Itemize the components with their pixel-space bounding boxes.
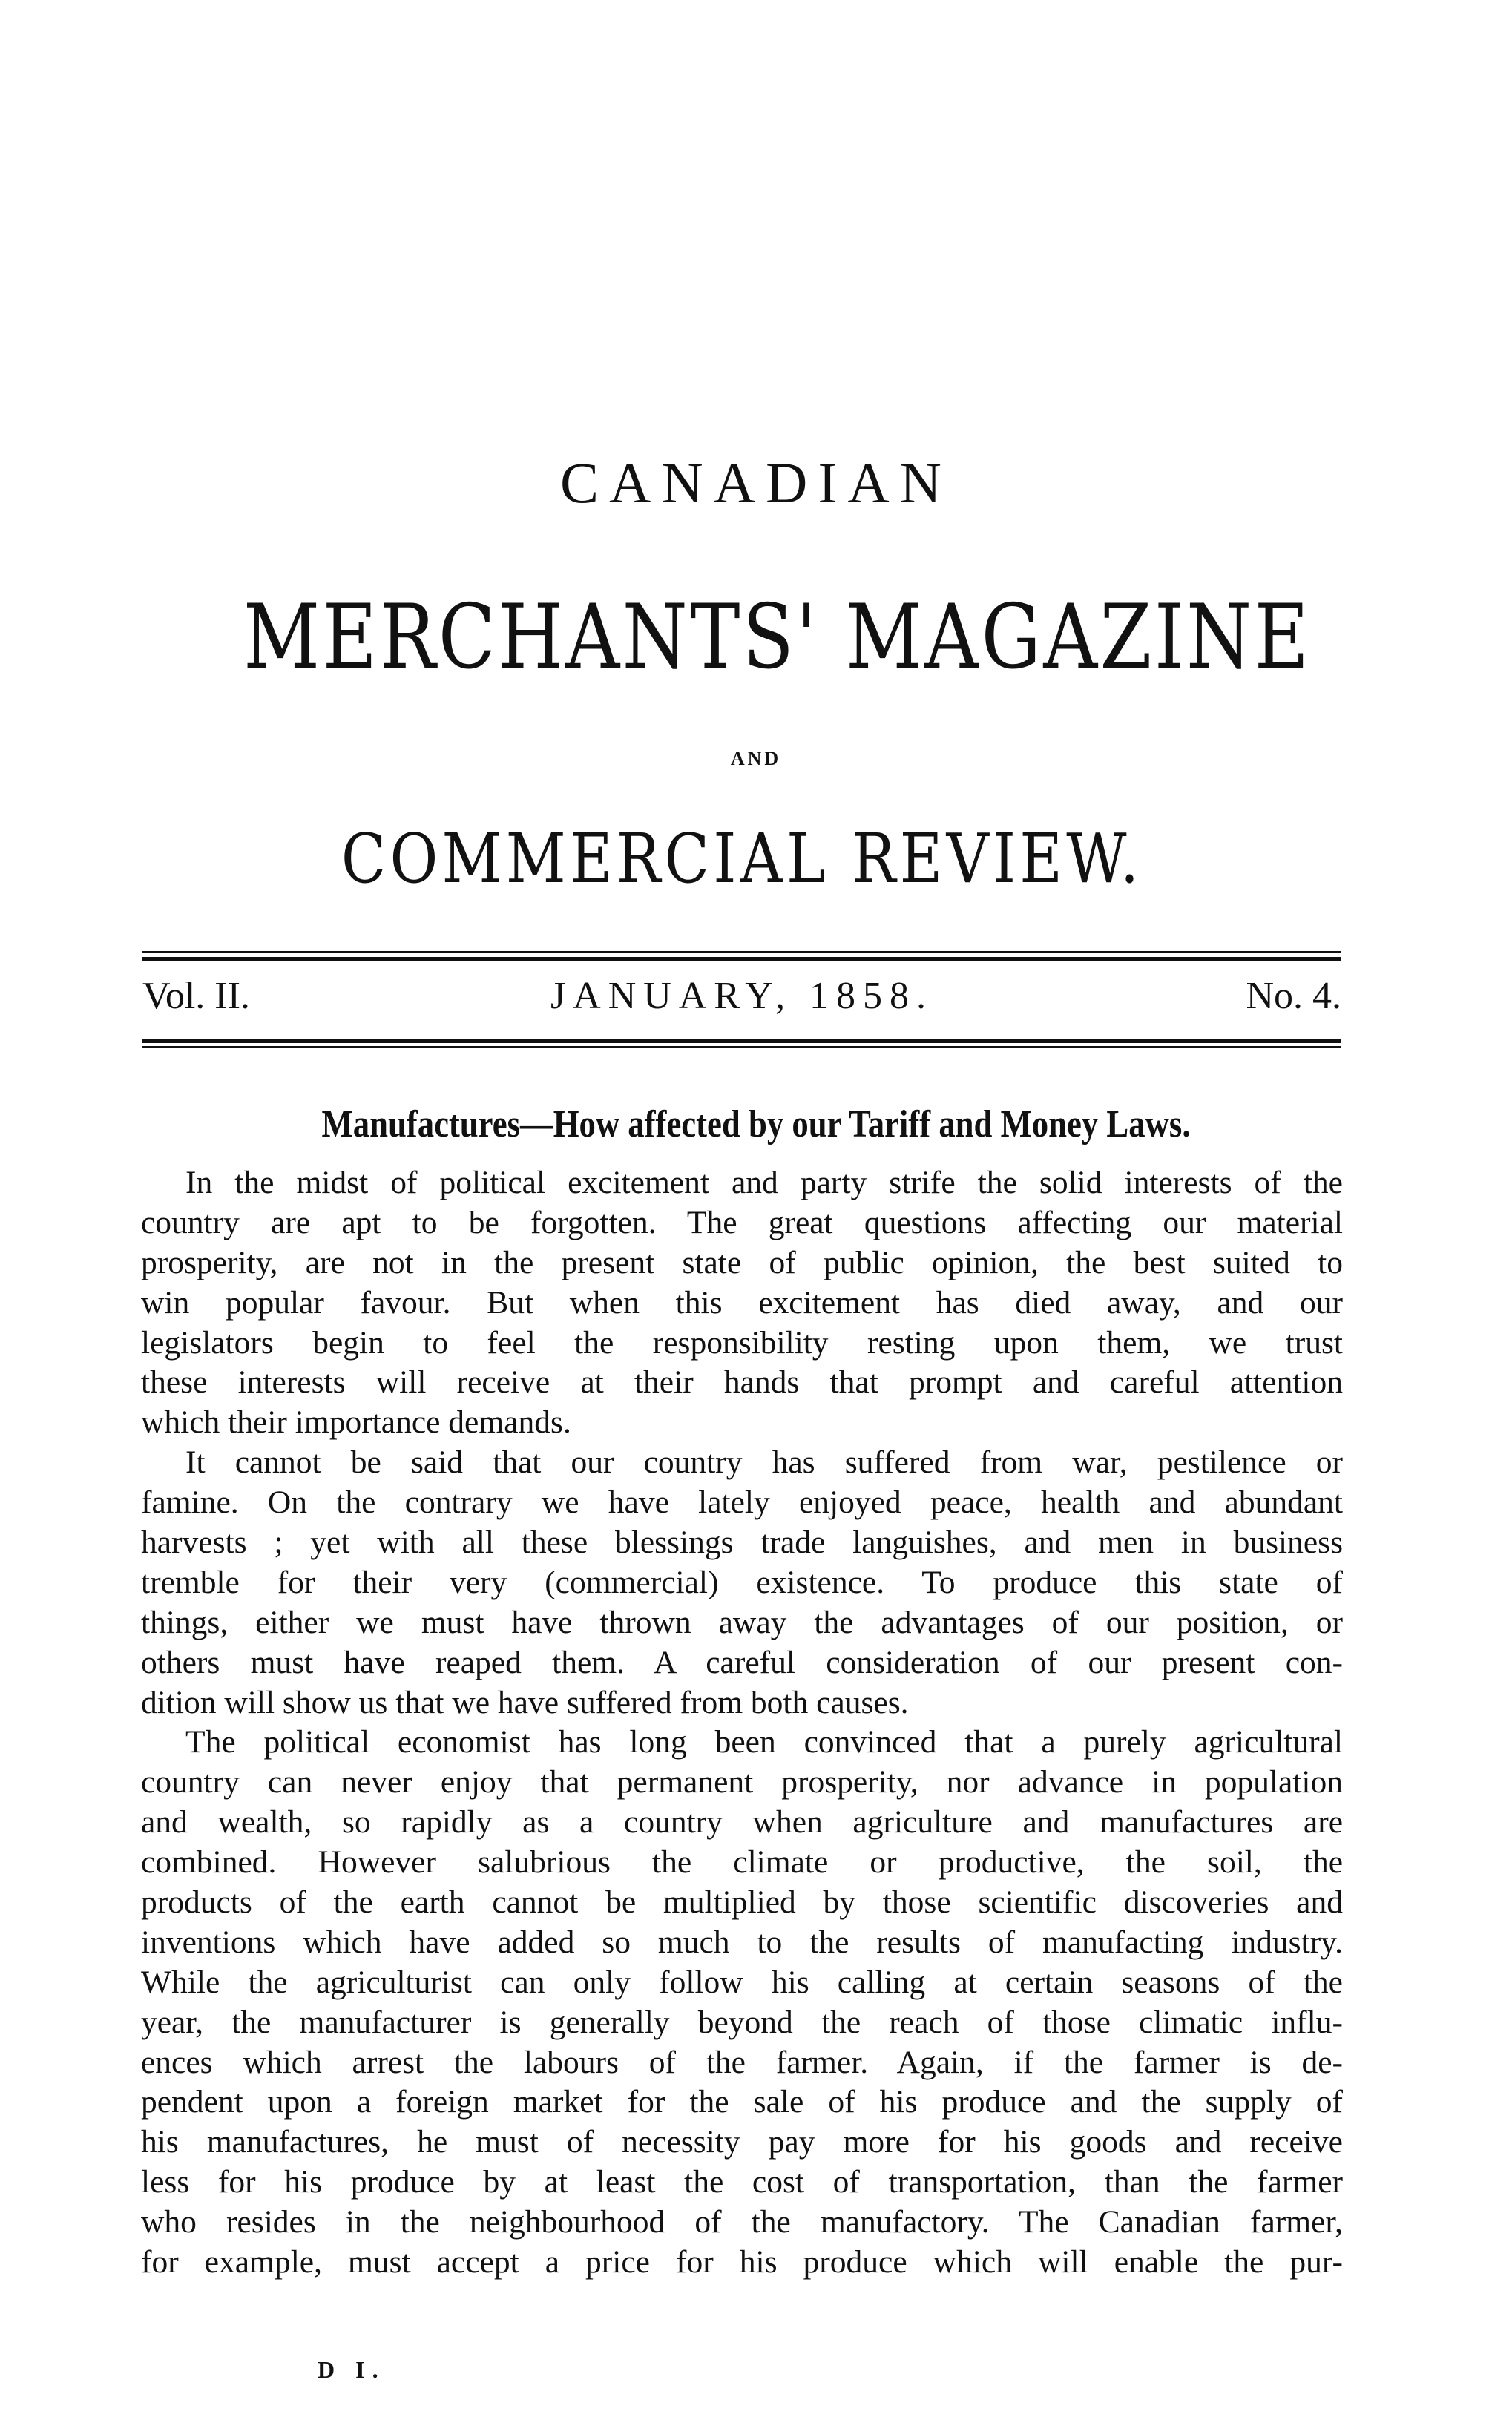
bottom-rule-upper — [142, 1039, 1341, 1043]
body-line: prosperity, are not in the present state of public opinion, the best suited to — [141, 1244, 1343, 1280]
body-line: tremble for their very (commercial) existence. To produce this state of — [141, 1564, 1343, 1600]
body-line: and wealth, so rapidly as a country when agriculture and manufactures are — [141, 1804, 1343, 1841]
body-line: which their importance demands. — [141, 1404, 571, 1441]
body-line: who resides in the neighbourhood of the manufactory. The Canadian farmer, — [141, 2204, 1343, 2240]
body-line: for example, must accept a price for his produce which will enable the pur- — [141, 2244, 1343, 2281]
masthead-and: AND — [730, 748, 782, 769]
volume-label: Vol. II. — [142, 975, 250, 1017]
body-line: his manufactures, he must of necessity pay more for his goods and receive — [141, 2124, 1343, 2160]
body-line: products of the earth cannot be multiplied by those scientific discoveries and — [141, 1884, 1343, 1921]
body-line: legislators begin to feel the responsibility resting upon them, we trust — [141, 1324, 1343, 1361]
body-line: dition will show us that we have suffered from both causes. — [141, 1684, 909, 1720]
issue-number: No. 4. — [1246, 975, 1341, 1017]
issue-date: JANUARY, 1858. — [550, 975, 934, 1017]
body-line: pendent upon a foreign market for the sale of his produce and the supply of — [141, 2084, 1343, 2120]
masthead-commercial-review: COMMERCIAL REVIEW. — [341, 819, 1143, 898]
body-line: While the agriculturist can only follow his calling at certain seasons of the — [141, 1964, 1343, 2000]
masthead-merchants-magazine: MERCHANTS' MAGAZINE — [243, 586, 1312, 689]
body-line: The political economist has long been convinced that a purely agricultural — [185, 1724, 1343, 1760]
issue-line — [142, 970, 1341, 1022]
article-title: Manufactures—How affected by our Tariff and Money Laws. — [321, 1103, 1191, 1145]
body-line: others must have reaped them. A careful consideration of our present con- — [141, 1644, 1343, 1680]
body-line: ences which arrest the labours of the farmer. Again, if the farmer is de- — [141, 2044, 1343, 2080]
body-line: It cannot be said that our country has suffered from war, pestilence or — [185, 1444, 1343, 1481]
body-line: famine. On the contrary we have lately enjoyed peace, health and abundant — [141, 1484, 1343, 1521]
top-rule-upper — [142, 951, 1341, 953]
top-rule-lower — [142, 957, 1341, 961]
body-line: inventions which have added so much to the results of manufacting industry. — [141, 1924, 1343, 1960]
body-line: win popular favour. But when this excitement has died away, and our — [141, 1284, 1343, 1321]
body-line: country are apt to be forgotten. The great questions affecting our material — [141, 1204, 1343, 1240]
body-line: less for his produce by at least the cost of transportation, than the farmer — [141, 2164, 1343, 2200]
body-line: harvests ; yet with all these blessings trade languishes, and men in business — [141, 1525, 1343, 1561]
body-line: combined. However salubrious the climate or productive, the soil, the — [141, 1844, 1343, 1881]
body-line: In the midst of political excitement and party strife the solid interests of the — [185, 1165, 1343, 1200]
masthead-canadian: CANADIAN — [560, 450, 952, 515]
article-body — [141, 1163, 1343, 2283]
body-line: country can never enjoy that permanent prosperity, nor advance in population — [141, 1764, 1343, 1801]
body-line: these interests will receive at their hands that prompt and careful attention — [141, 1364, 1343, 1401]
body-line: things, either we must have thrown away the advantages of our position, or — [141, 1604, 1343, 1640]
bottom-rule-lower — [142, 1046, 1341, 1048]
printer-signature-mark: D I. — [318, 2356, 386, 2383]
body-line: year, the manufacturer is generally beyond the reach of those climatic influ- — [141, 2004, 1343, 2040]
